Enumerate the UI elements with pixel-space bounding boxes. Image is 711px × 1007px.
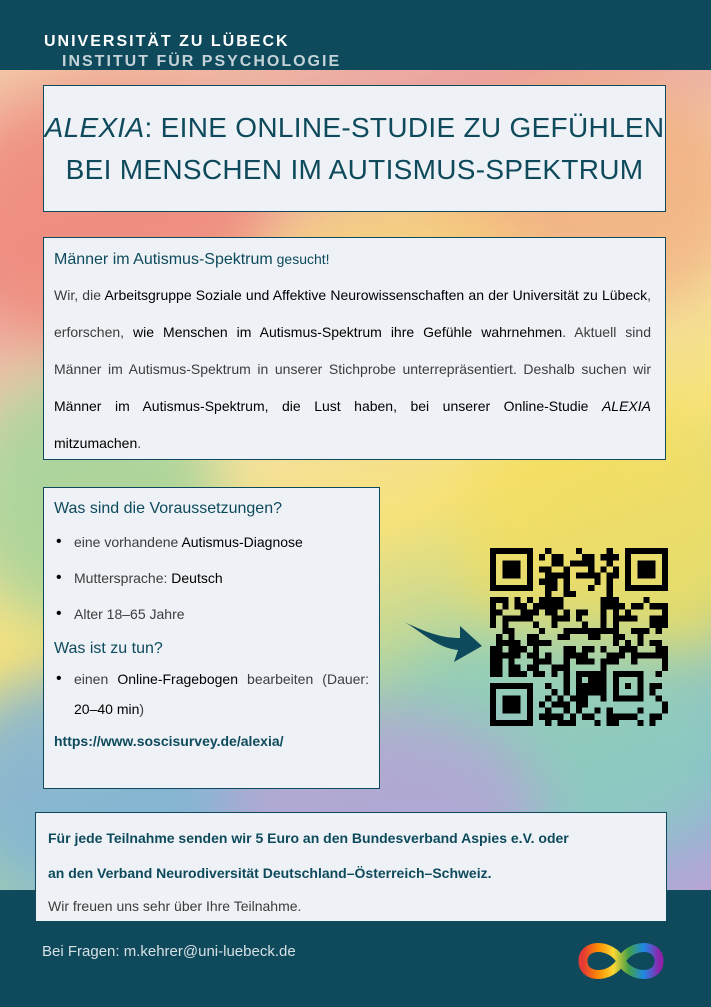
intro-text: . Aktuell sind Männer im Autismus-Spektrum in unserer Stichprobe unterrepräsentiert. Deshalb suchen wir [54, 324, 651, 377]
requirements-box [43, 487, 380, 789]
intro-emphasis: mitzumachen [54, 435, 138, 451]
thanks-text: Wir freuen uns sehr über Ihre Teilnahme. [48, 898, 302, 914]
intro-emphasis: wie Menschen im Autismus-Spektrum ihre Gefühle wahrnehmen [133, 324, 563, 340]
intro-emphasis: Männer im Autismus-Spektrum, die Lust haben, bei unserer Online-Studie [54, 398, 602, 414]
contact-text[interactable]: Bei Fragen: m.kehrer@uni-luebeck.de [42, 943, 296, 960]
title-line-1-text: : EINE ONLINE-STUDIE ZU GEFÜHLEN [144, 111, 665, 143]
list-item-emphasis: Autismus-Diagnose [181, 534, 303, 550]
list-item-text: einen [74, 671, 118, 687]
list-item [54, 664, 369, 724]
list-item [54, 560, 369, 596]
curved-arrow-icon [400, 608, 484, 670]
list-item-text: eine vorhandene [74, 534, 182, 550]
title-box [43, 85, 666, 212]
title-line-1 [45, 107, 665, 149]
intro-text: Wir, die [54, 287, 105, 303]
list-item-text: Alter 18–65 Jahre [74, 606, 185, 622]
title-study-name: ALEXIA [44, 111, 145, 143]
todo-list [54, 664, 369, 724]
list-item-text: bearbeiten (Dauer: [237, 671, 369, 687]
requirements-heading: Was sind die Voraussetzungen? [54, 500, 282, 517]
donation-box [35, 812, 667, 922]
intro-emphasis: Arbeitsgruppe Soziale und Affektive Neurowissenschaften an der Universität zu Lübeck [104, 287, 648, 303]
list-item-emphasis: Online-Fragebogen [117, 671, 238, 687]
list-item-emphasis: 20–40 min [74, 701, 140, 717]
intro-text: . [137, 435, 142, 451]
intro-heading-suffix: gesucht! [272, 251, 330, 267]
list-item-emphasis: Deutsch [171, 570, 223, 586]
list-item-text: Muttersprache: [74, 570, 172, 586]
qr-code[interactable] [490, 548, 668, 726]
list-item [54, 524, 369, 560]
todo-heading: Was ist zu tun? [54, 640, 163, 657]
intro-paragraph [54, 277, 651, 462]
requirements-list [54, 524, 369, 632]
survey-link[interactable]: https://www.soscisurvey.de/alexia/ [54, 733, 284, 749]
list-item-text: ) [139, 701, 145, 717]
intro-heading-main: Männer im Autismus-Spektrum [54, 251, 273, 268]
rainbow-infinity-icon [573, 935, 669, 987]
intro-box [43, 237, 666, 460]
intro-heading [54, 248, 651, 271]
list-item [54, 596, 369, 632]
intro-study-name: ALEXIA [601, 398, 651, 414]
title-line-2: BEI MENSCHEN IM AUTISMUS-SPEKTRUM [65, 153, 644, 185]
header [44, 32, 341, 72]
donation-line-1: Für jede Teilnahme senden wir 5 Euro an den Bundesverband Aspies e.V. oder [48, 830, 569, 846]
intro-text: , erforschen, [54, 287, 652, 340]
university-name: UNIVERSITÄT ZU LÜBECK [44, 33, 290, 50]
institute-name: INSTITUT FÜR PSYCHOLOGIE [62, 53, 342, 70]
donation-line-2: an den Verband Neurodiversität Deutschland–Österreich–Schweiz. [48, 865, 492, 881]
